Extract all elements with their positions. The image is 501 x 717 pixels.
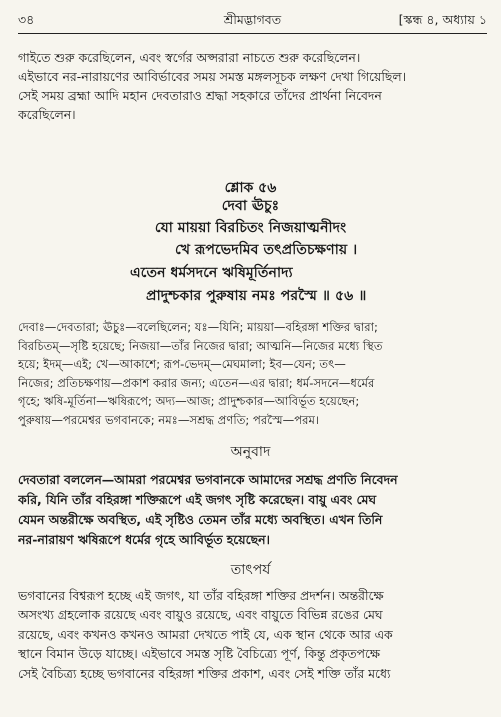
purport-line: স্থানে বিমান উড়ে যাচ্ছে। এইভাবে সমস্ত সৃষ্টি বৈচিত্র্যে পূর্ণ, কিন্তু প্রকৃতপক্ষে [18,646,380,662]
translation-line: নর-নারায়ণ ঋষিরূপে ধর্মের গৃহে আবির্ভূত হয়েছেন। [18,532,270,547]
verse-block [0,176,501,306]
translation-line: যেমন অন্তরীক্ষে অবস্থিত, এই সৃষ্টিও তেমন তাঁর মধ্যে অবস্থিত। এখন তিনি [18,512,383,527]
verse-line: এতেন ধর্মসদনে ঋষিমূর্তিনাদ্য [130,265,293,281]
running-header [18,12,487,32]
text-line: গাইতে শুরু করেছিলেন, এবং স্বর্গের অপ্সরারা নাচতে শুরু করেছিলেন। [18,50,361,65]
translation-heading: অনুবাদ [230,444,271,460]
synonym-line: হয়ে; ইদম্—এই; খে—আকাশে; রূপ-ভেদম্—মেঘমালা; ইব—যেন; তৎ— [18,357,346,372]
translation-line: দেবতারা বললেন—আমরা পরমেশ্বর ভগবানকে আমাদের সশ্রদ্ধ প্রণতি নিবেদন [18,472,398,487]
header-divider [18,33,487,34]
text-line: এইভাবে নর-নারায়ণের আবির্ভাবের সময় সমস্ত মঙ্গলসূচক লক্ষণ দেখা গিয়েছিল। [18,69,407,84]
synonym-line: নিজের; প্রতিচক্ষণায়—প্রকাশ করার জন্য; এতেন—এর দ্বারা; ধর্ম-সদনে—ধর্মের [18,375,375,390]
purport-line: রয়েছে, এবং কখনও কখনও আমরা দেখতে পাই যে, এক স্থান থেকে আর এক [18,626,393,642]
verse-line: প্রাদুশ্চকার পুরুষায় নমঃ পরস্মৈ ॥ ৫৬ ॥ [146,288,367,304]
purport-line: সেই বৈচিত্র্য হচ্ছে ভগবানের বহিরঙ্গা শক্তির প্রকাশ, এবং সেই শক্তি তাঁর মধ্যে [18,665,391,681]
synonym-line: পুরুষায়—পরমেশ্বর ভগবানকে; নমঃ—সশ্রদ্ধ প্রণতি; পরস্মৈ—পরম। [18,412,320,427]
intro-paragraph [18,48,481,124]
purport-line: অসংখ্য গ্রহলোক রয়েছে এবং বায়ুও রয়েছে, এবং বায়ুতে বিভিন্ন রঙের মেঘ [18,607,383,623]
canto-chapter-label: [স্কন্ধ ৪, অধ্যায় ১ [398,12,487,27]
purport-line: ভগবানের বিশ্বরূপ হচ্ছে এই জগৎ, যা তাঁর বহিরঙ্গা শক্তির প্রদর্শন। অন্তরীক্ষে [18,588,384,603]
synonym-line: বিরচিতম্—সৃষ্টি হয়েছে; নিজয়া—তাঁর নিজের দ্বারা; আত্মনি—নিজের মধ্যে স্থিত [18,338,383,353]
page-number: ৩৪ [18,12,35,27]
synonyms-paragraph [18,318,481,430]
translation-line: করি, যিনি তাঁর বহিরঙ্গা শক্তিরূপে এই জগৎ সৃষ্টি করেছেন। বায়ু এবং মেঘ [18,492,377,507]
purport-heading: তাৎপর্য [230,562,271,578]
text-line: করেছিলেন। [18,107,76,122]
verse-heading: শ্লোক ৫৬ [224,180,277,196]
translation-paragraph [18,470,481,550]
verse-line: যো মায়য়া বিরচিতং নিজয়াত্মনীদং [154,220,347,236]
synonym-line: গৃহে; ঋষি-মূর্তিনা—ঋষিরূপে; অদ্য—আজ; প্রাদুশ্চকার—আবির্ভূত হয়েছেন; [18,394,360,409]
purport-paragraph [18,586,481,683]
text-line: সেই সময় ব্রহ্মা আদি মহান দেবতারাও শ্রদ্ধা সহকারে তাঁদের প্রার্থনা নিবেদন [18,88,382,103]
verse-line: খে রূপভেদমিব তৎপ্রতিচক্ষণায় । [175,242,358,258]
book-title: শ্রীমদ্ভাগবত [223,12,282,27]
verse-line: দেবা ঊচুঃ [221,198,280,214]
synonym-line: দেবাঃ—দেবতারা; ঊচুঃ—বলেছিলেন; যঃ—যিনি; মায়য়া—বহিরঙ্গা শক্তির দ্বারা; [18,320,378,334]
